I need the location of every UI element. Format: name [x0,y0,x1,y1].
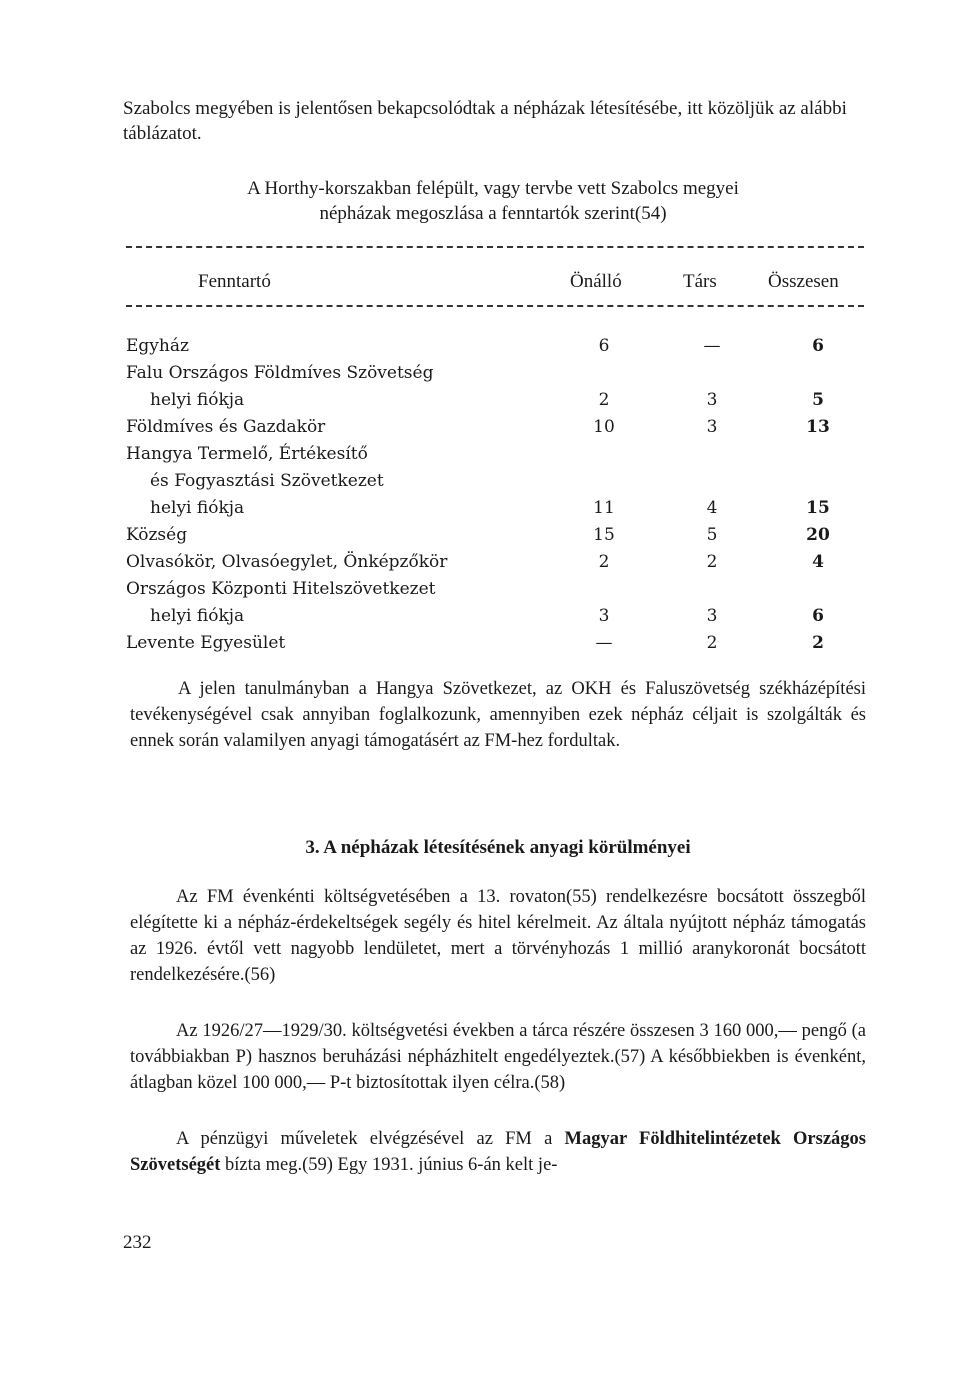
row-label-line: Falu Országos Földmíves Szövetség [126,363,434,383]
row-label-line: Földmíves és Gazdakör [126,417,326,437]
cell-osszesen: 13 [806,417,830,437]
cell-onallo: 15 [593,525,615,545]
header-fenntarto: Fenntartó [198,271,271,292]
row-label-line: Hangya Termelő, Értékesítő [126,444,368,464]
row-label-line: Levente Egyesület [126,633,286,653]
paragraph-3: Az 1926/27—1929/30. költségvetési években a tárca részére összesen 3 160 000,— pengő (a továbbiakban P) hasznos beruházási népházhitelt engedélyeztek.(57) A későbbiekben is évenként, átlagban közel 100 000,— P-t biztosítottak ilyen célra.(58) [130,1021,866,1093]
table-row [126,333,864,360]
cell-tars: 3 [706,390,718,410]
table-row [126,576,864,630]
row-label-line: Község [126,525,188,545]
row-label [126,360,864,414]
cell-tars: 5 [706,525,718,545]
page-number: 232 [123,1232,152,1253]
table-row [126,522,864,549]
paragraph-4-end: bízta meg.(59) Egy 1931. június 6-án kelt je- [220,1155,558,1175]
cell-onallo: 2 [598,390,610,410]
paragraph-2: Az FM évenkénti költségvetésében a 13. rovaton(55) rendelkezésre bocsátott összegből elégítette ki a népház-érdekeltségek segély és hitel kérelmeit. Az általa nyújtott népház támogatás az 1926. évtől vett nagyobb lendületet, mert a törvényhozás 1 millió aranykoronát bocsátott rendelkezésére.(56) [130,887,866,985]
cell-osszesen: 4 [812,552,824,572]
header-onallo: Önálló [570,271,622,292]
row-label [126,549,864,576]
cell-onallo: 3 [598,606,610,626]
row-label [126,414,864,441]
table-row [126,414,864,441]
table-row [126,549,864,576]
cell-onallo: 6 [598,336,610,356]
cell-tars: 3 [706,417,718,437]
table-top-rule [126,246,864,248]
cell-onallo: 2 [598,552,610,572]
row-label [126,576,864,630]
row-label-line: helyi fiókja [150,606,245,626]
section-title: 3. A népházak létesítésének anyagi körülményei [305,837,691,858]
cell-onallo: 10 [593,417,615,437]
table-row [126,441,864,522]
cell-osszesen: 20 [806,525,830,545]
cell-tars: — [703,336,721,356]
paragraph-4 [130,1126,866,1178]
cell-tars: 3 [706,606,718,626]
row-label-line: helyi fiókja [150,390,245,410]
cell-onallo: 11 [593,498,615,518]
paragraph-1: A jelen tanulmányban a Hangya Szövetkezet, az OKH és Faluszövetség székházépítési tevékenységével csak annyiban foglalkozunk, amennyiben ezek népház céljait is szolgálták és ennek során valamilyen anyagi támogatásért az FM-hez fordultak. [130,679,866,751]
table-title-line-1: A Horthy-korszakban felépült, vagy tervbe vett Szabolcs megyei [247,178,739,199]
row-label-line: és Fogyasztási Szövetkezet [150,471,384,491]
cell-osszesen: 15 [806,498,830,518]
paragraph-4-bold: Magyar Földhitelintézetek Országos Szövetségét [130,1129,866,1175]
row-label-line: Olvasókör, Olvasóegylet, Önképzőkör [126,552,448,572]
header-osszesen: Összesen [768,271,839,292]
cell-tars: 2 [706,633,718,653]
row-label-line: helyi fiókja [150,498,245,518]
row-label [126,333,864,360]
row-label [126,441,864,522]
table-title-line-2: népházak megoszlása a fenntartók szerint(54) [319,203,667,224]
cell-tars: 4 [706,498,718,518]
table-row [126,360,864,414]
row-label-line: Országos Központi Hitelszövetkezet [126,579,436,599]
header-tars: Társ [683,271,717,292]
row-label [126,630,864,657]
paragraph-4-start: A pénzügyi műveletek elvégzésével az FM a [176,1129,565,1149]
row-label [126,522,864,549]
table-title [123,176,863,226]
cell-onallo: — [595,633,613,653]
intro-paragraph: Szabolcs megyében is jelentősen bekapcsolódtak a népházak létesítésébe, itt közöljük az alábbi táblázatot. [123,98,847,144]
table-body [126,333,864,657]
cell-osszesen: 6 [812,336,824,356]
row-label-line: Egyház [126,336,189,356]
table-row [126,630,864,657]
cell-osszesen: 6 [812,606,824,626]
cell-osszesen: 5 [812,390,824,410]
cell-osszesen: 2 [812,633,824,653]
table-header-rule [126,305,864,307]
cell-tars: 2 [706,552,718,572]
